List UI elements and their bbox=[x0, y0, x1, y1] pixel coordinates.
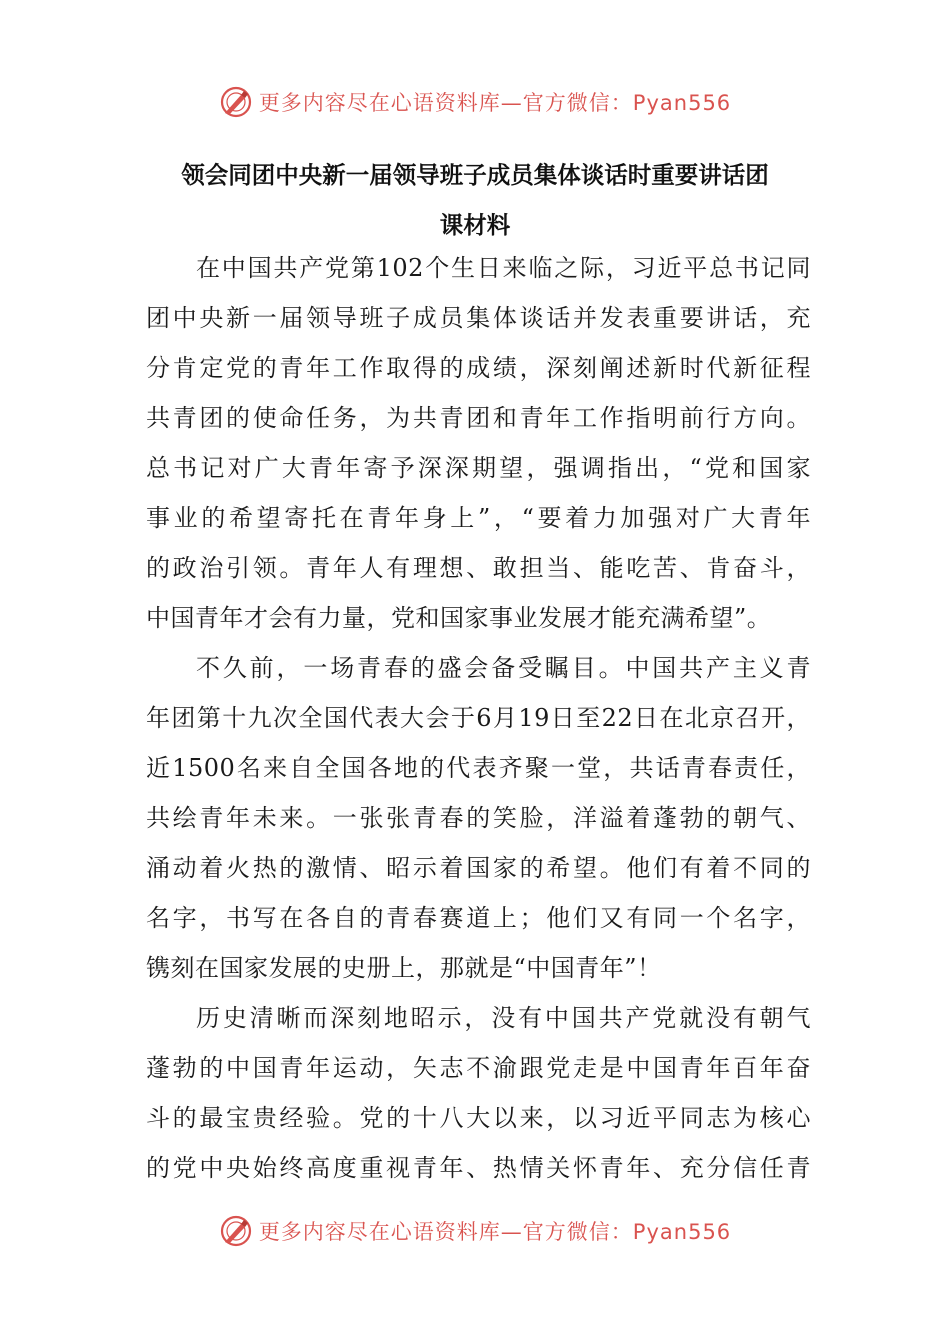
text-line: 的政治引领。青年人有理想、敢担当、能吃苦、肯奋斗， bbox=[146, 554, 811, 582]
text-line: 在中国共产党第102个生日来临之际，习近平总书记同 bbox=[196, 254, 811, 282]
text-line: 事业的希望寄托在青年身上”，“要着力加强对广大青年 bbox=[146, 504, 811, 532]
text-line: 近1500名来自全国各地的代表齐聚一堂，共话青春责任， bbox=[146, 754, 811, 782]
text-line: 斗的最宝贵经验。党的十八大以来，以习近平同志为核心 bbox=[146, 1104, 811, 1132]
footer-banner bbox=[0, 1211, 950, 1251]
text-line: 共青团的使命任务，为共青团和青年工作指明前行方向。 bbox=[146, 404, 811, 432]
text-line: 名字，书写在各自的青春赛道上；他们又有同一个名字， bbox=[146, 904, 811, 932]
banner-text: 更多内容尽在心语资料库—官方微信：Pyan556 bbox=[258, 1220, 732, 1244]
text-line: 不久前，一场青春的盛会备受瞩目。中国共产主义青 bbox=[196, 654, 811, 682]
text-line: 团中央新一届领导班子成员集体谈话并发表重要讲话，充 bbox=[146, 304, 811, 332]
text-line: 镌刻在国家发展的史册上，那就是“中国青年”！ bbox=[146, 954, 662, 982]
pen-logo-icon bbox=[219, 85, 253, 119]
document-body bbox=[146, 243, 811, 1193]
title-line: 课材料 bbox=[439, 211, 511, 239]
text-line: 总书记对广大青年寄予深深期望，强调指出，“党和国家 bbox=[146, 454, 811, 482]
banner-text: 更多内容尽在心语资料库—官方微信：Pyan556 bbox=[258, 91, 732, 115]
title-line: 领会同团中央新一届领导班子成员集体谈话时重要讲话团 bbox=[181, 161, 769, 189]
text-line: 年团第十九次全国代表大会于6月19日至22日在北京召开， bbox=[146, 704, 811, 732]
pen-logo-icon bbox=[219, 1214, 253, 1248]
text-line: 共绘青年未来。一张张青春的笑脸，洋溢着蓬勃的朝气、 bbox=[146, 804, 811, 832]
text-line: 历史清晰而深刻地昭示，没有中国共产党就没有朝气 bbox=[196, 1004, 811, 1032]
text-line: 中国青年才会有力量，党和国家事业发展才能充满希望”。 bbox=[146, 604, 772, 632]
text-line: 涌动着火热的激情、昭示着国家的希望。他们有着不同的 bbox=[146, 854, 811, 882]
text-line: 的党中央始终高度重视青年、热情关怀青年、充分信任青 bbox=[146, 1154, 811, 1182]
text-line: 蓬勃的中国青年运动，矢志不渝跟党走是中国青年百年奋 bbox=[146, 1054, 811, 1082]
text-line: 分肯定党的青年工作取得的成绩，深刻阐述新时代新征程 bbox=[146, 354, 811, 382]
document-title bbox=[120, 150, 830, 250]
header-banner bbox=[0, 82, 950, 122]
